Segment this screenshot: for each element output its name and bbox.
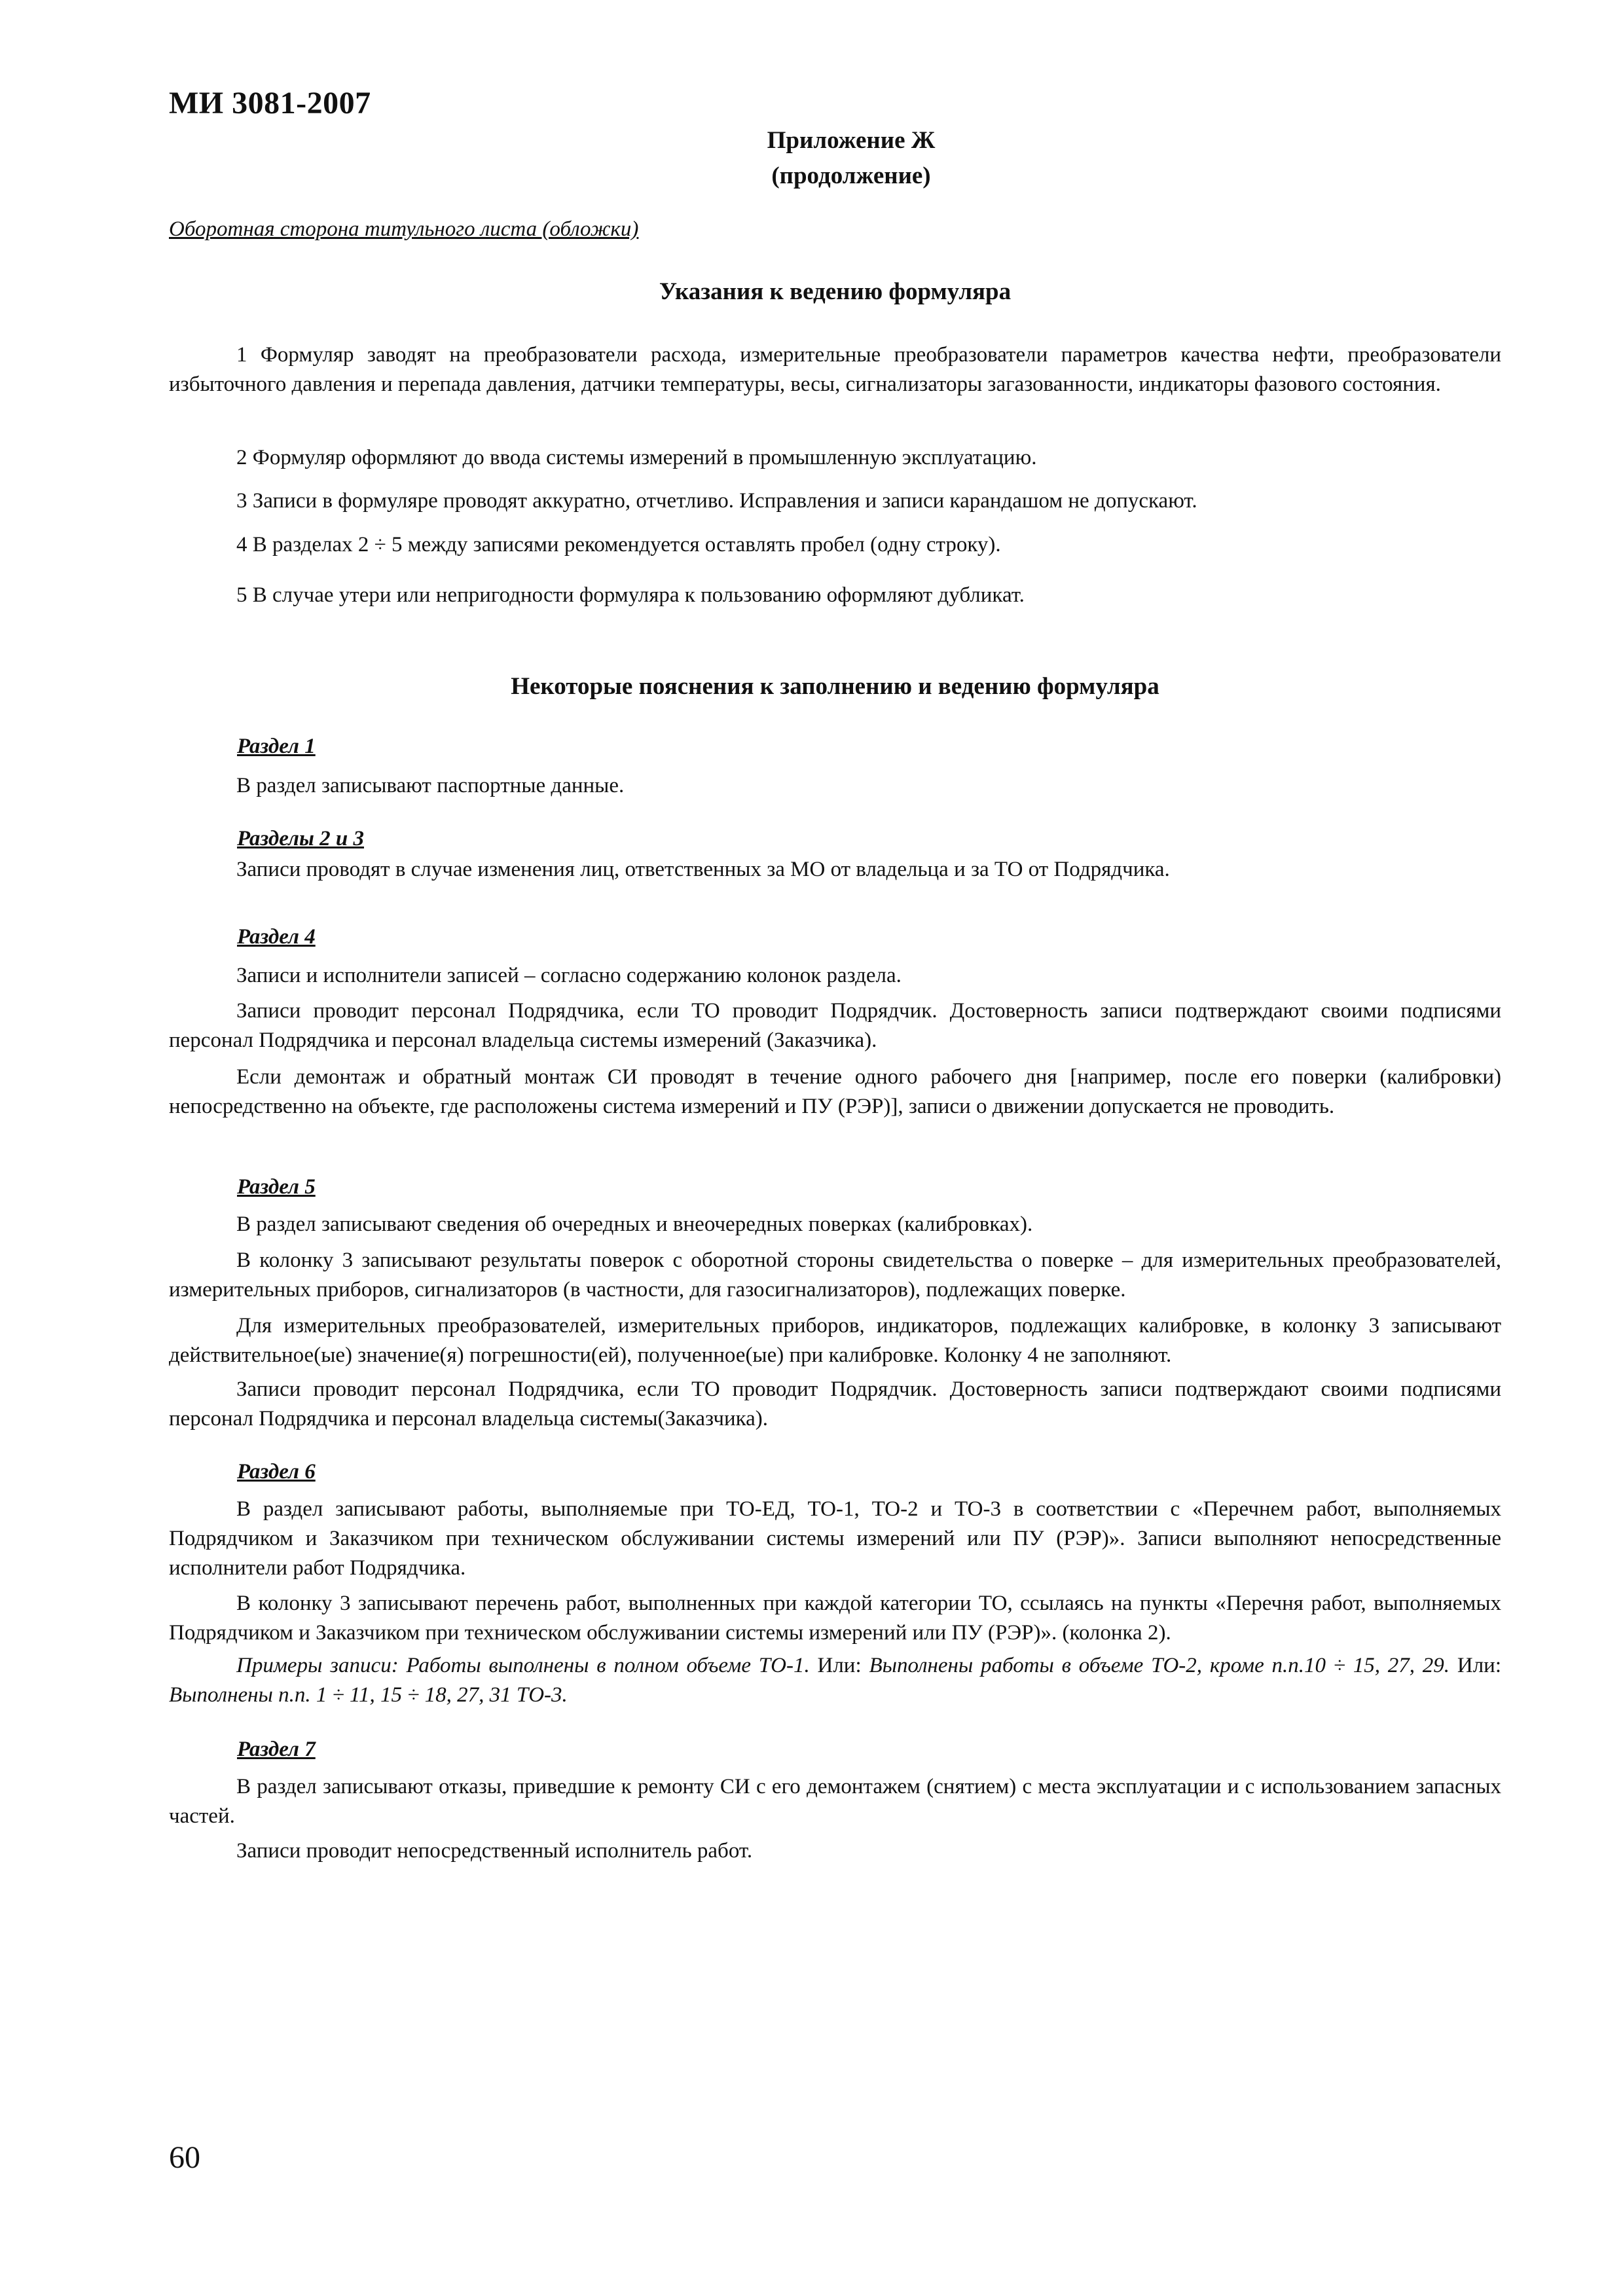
section-2-3-paragraph: Записи проводят в случае изменения лиц, ответственных за МО от владельца и за ТО от Подрядчика. bbox=[236, 858, 1170, 881]
section-1-paragraph: В раздел записывают паспортные данные. bbox=[236, 774, 625, 797]
section-7-paragraph-2: Записи проводит непосредственный исполнитель работ. bbox=[236, 1839, 753, 1863]
example-or-2: Или: bbox=[1450, 1654, 1501, 1677]
appendix-subtitle: (продолжение) bbox=[771, 162, 931, 189]
instruction-item-4: 4 В разделах 2 ÷ 5 между записями рекомендуется оставлять пробел (одну строку). bbox=[236, 533, 1001, 556]
example-3: Выполнены п.п. 1 ÷ 11, 15 ÷ 18, 27, 31 ТО-3. bbox=[169, 1683, 568, 1707]
document-code: МИ 3081-2007 bbox=[169, 86, 371, 120]
section-4-paragraph-3: Если демонтаж и обратный монтаж СИ проводят в течение одного рабочего дня [например, после его поверки (калибровки) непосредственно на объекте, где расположены система измерений и ПУ (РЭР)], записи о движении допускается не проводить. bbox=[169, 1065, 1501, 1118]
example-2: Выполнены работы в объеме ТО-2, кроме п.п.10 ÷ 15, 27, 29. bbox=[869, 1654, 1450, 1677]
page-number: 60 bbox=[169, 2140, 200, 2175]
section-5-title: Раздел 5 bbox=[237, 1175, 316, 1199]
appendix-heading bbox=[655, 123, 1048, 194]
section-5-paragraph-3: Для измерительных преобразователей, измерительных приборов, индикаторов, подлежащих калибровке, в колонку 3 записывают действительное(ые) значение(я) погрешности(ей), полученное(ые) при калибровке. Колонку 4 не заполняют. bbox=[169, 1314, 1501, 1367]
section-6-examples bbox=[169, 1651, 1501, 1710]
notes-heading: Некоторые пояснения к заполнению и ведению формуляра bbox=[511, 673, 1159, 700]
instructions-heading: Указания к ведению формуляра bbox=[659, 278, 1012, 305]
section-4-paragraph-2: Записи проводит персонал Подрядчика, если ТО проводит Подрядчик. Достоверность записи подтверждают своими подписями персонал Подрядчика и персонал владельца системы измерений (Заказчика). bbox=[169, 999, 1501, 1052]
section-4-title: Раздел 4 bbox=[237, 925, 316, 949]
section-2-3-title: Разделы 2 и 3 bbox=[237, 827, 364, 850]
section-6-paragraph-1: В раздел записывают работы, выполняемые при ТО-ЕД, ТО-1, ТО-2 и ТО-3 в соответствии с «Перечнем работ, выполняемых Подрядчиком и Заказчиком при техническом обслуживании системы измерений или ПУ (РЭР)». Записи выполняют непосредственные исполнители работ Подрядчика. bbox=[169, 1497, 1501, 1580]
section-4-paragraph-1: Записи и исполнители записей – согласно содержанию колонок раздела. bbox=[236, 964, 902, 987]
instruction-item-3: 3 Записи в формуляре проводят аккуратно, отчетливо. Исправления и записи карандашом не допускают. bbox=[236, 489, 1197, 513]
instruction-item-2: 2 Формуляр оформляют до ввода системы измерений в промышленную эксплуатацию. bbox=[236, 446, 1037, 469]
section-5-paragraph-4: Записи проводит персонал Подрядчика, если ТО проводит Подрядчик. Достоверность записи подтверждают своими подписями персонал Подрядчика и персонал владельца системы(Заказчика). bbox=[169, 1377, 1501, 1430]
section-5-paragraph-2: В колонку 3 записывают результаты поверок с оборотной стороны свидетельства о поверке – для измерительных преобразователей, измерительных приборов, сигнализаторов (в частности, для газосигнализаторов), подлежащих поверке. bbox=[169, 1248, 1501, 1302]
section-7-title: Раздел 7 bbox=[237, 1738, 316, 1761]
section-7-paragraph-1: В раздел записывают отказы, приведшие к ремонту СИ с его демонтажем (снятием) с места эксплуатации и с использованием запасных частей. bbox=[169, 1775, 1501, 1828]
section-5-paragraph-1: В раздел записывают сведения об очередных и внеочередных поверках (калибровках). bbox=[236, 1212, 1033, 1236]
instruction-item-1: 1 Формуляр заводят на преобразователи расхода, измерительные преобразователи параметров качества нефти, преобразователи избыточного давления и перепада давления, датчики температуры, весы, сигнализаторы загазованности, индикаторы фазового состояния. bbox=[169, 343, 1501, 396]
section-6-paragraph-2: В колонку 3 записывают перечень работ, выполненных при каждой категории ТО, ссылаясь на пункты «Перечня работ, выполняемых Подрядчиком и Заказчиком при техническом обслуживании системы измерений или ПУ (РЭР)». (колонка 2). bbox=[169, 1592, 1501, 1645]
section-6-title: Раздел 6 bbox=[237, 1460, 316, 1484]
instruction-item-5: 5 В случае утери или непригодности формуляра к пользованию оформляют дубликат. bbox=[236, 583, 1025, 607]
appendix-title: Приложение Ж bbox=[767, 127, 936, 154]
section-1-title: Раздел 1 bbox=[237, 735, 316, 758]
example-1: Примеры записи: Работы выполнены в полном объеме ТО-1. bbox=[236, 1654, 810, 1677]
example-or-1: Или: bbox=[809, 1654, 869, 1677]
cover-note: Оборотная сторона титульного листа (обложки) bbox=[169, 217, 639, 241]
